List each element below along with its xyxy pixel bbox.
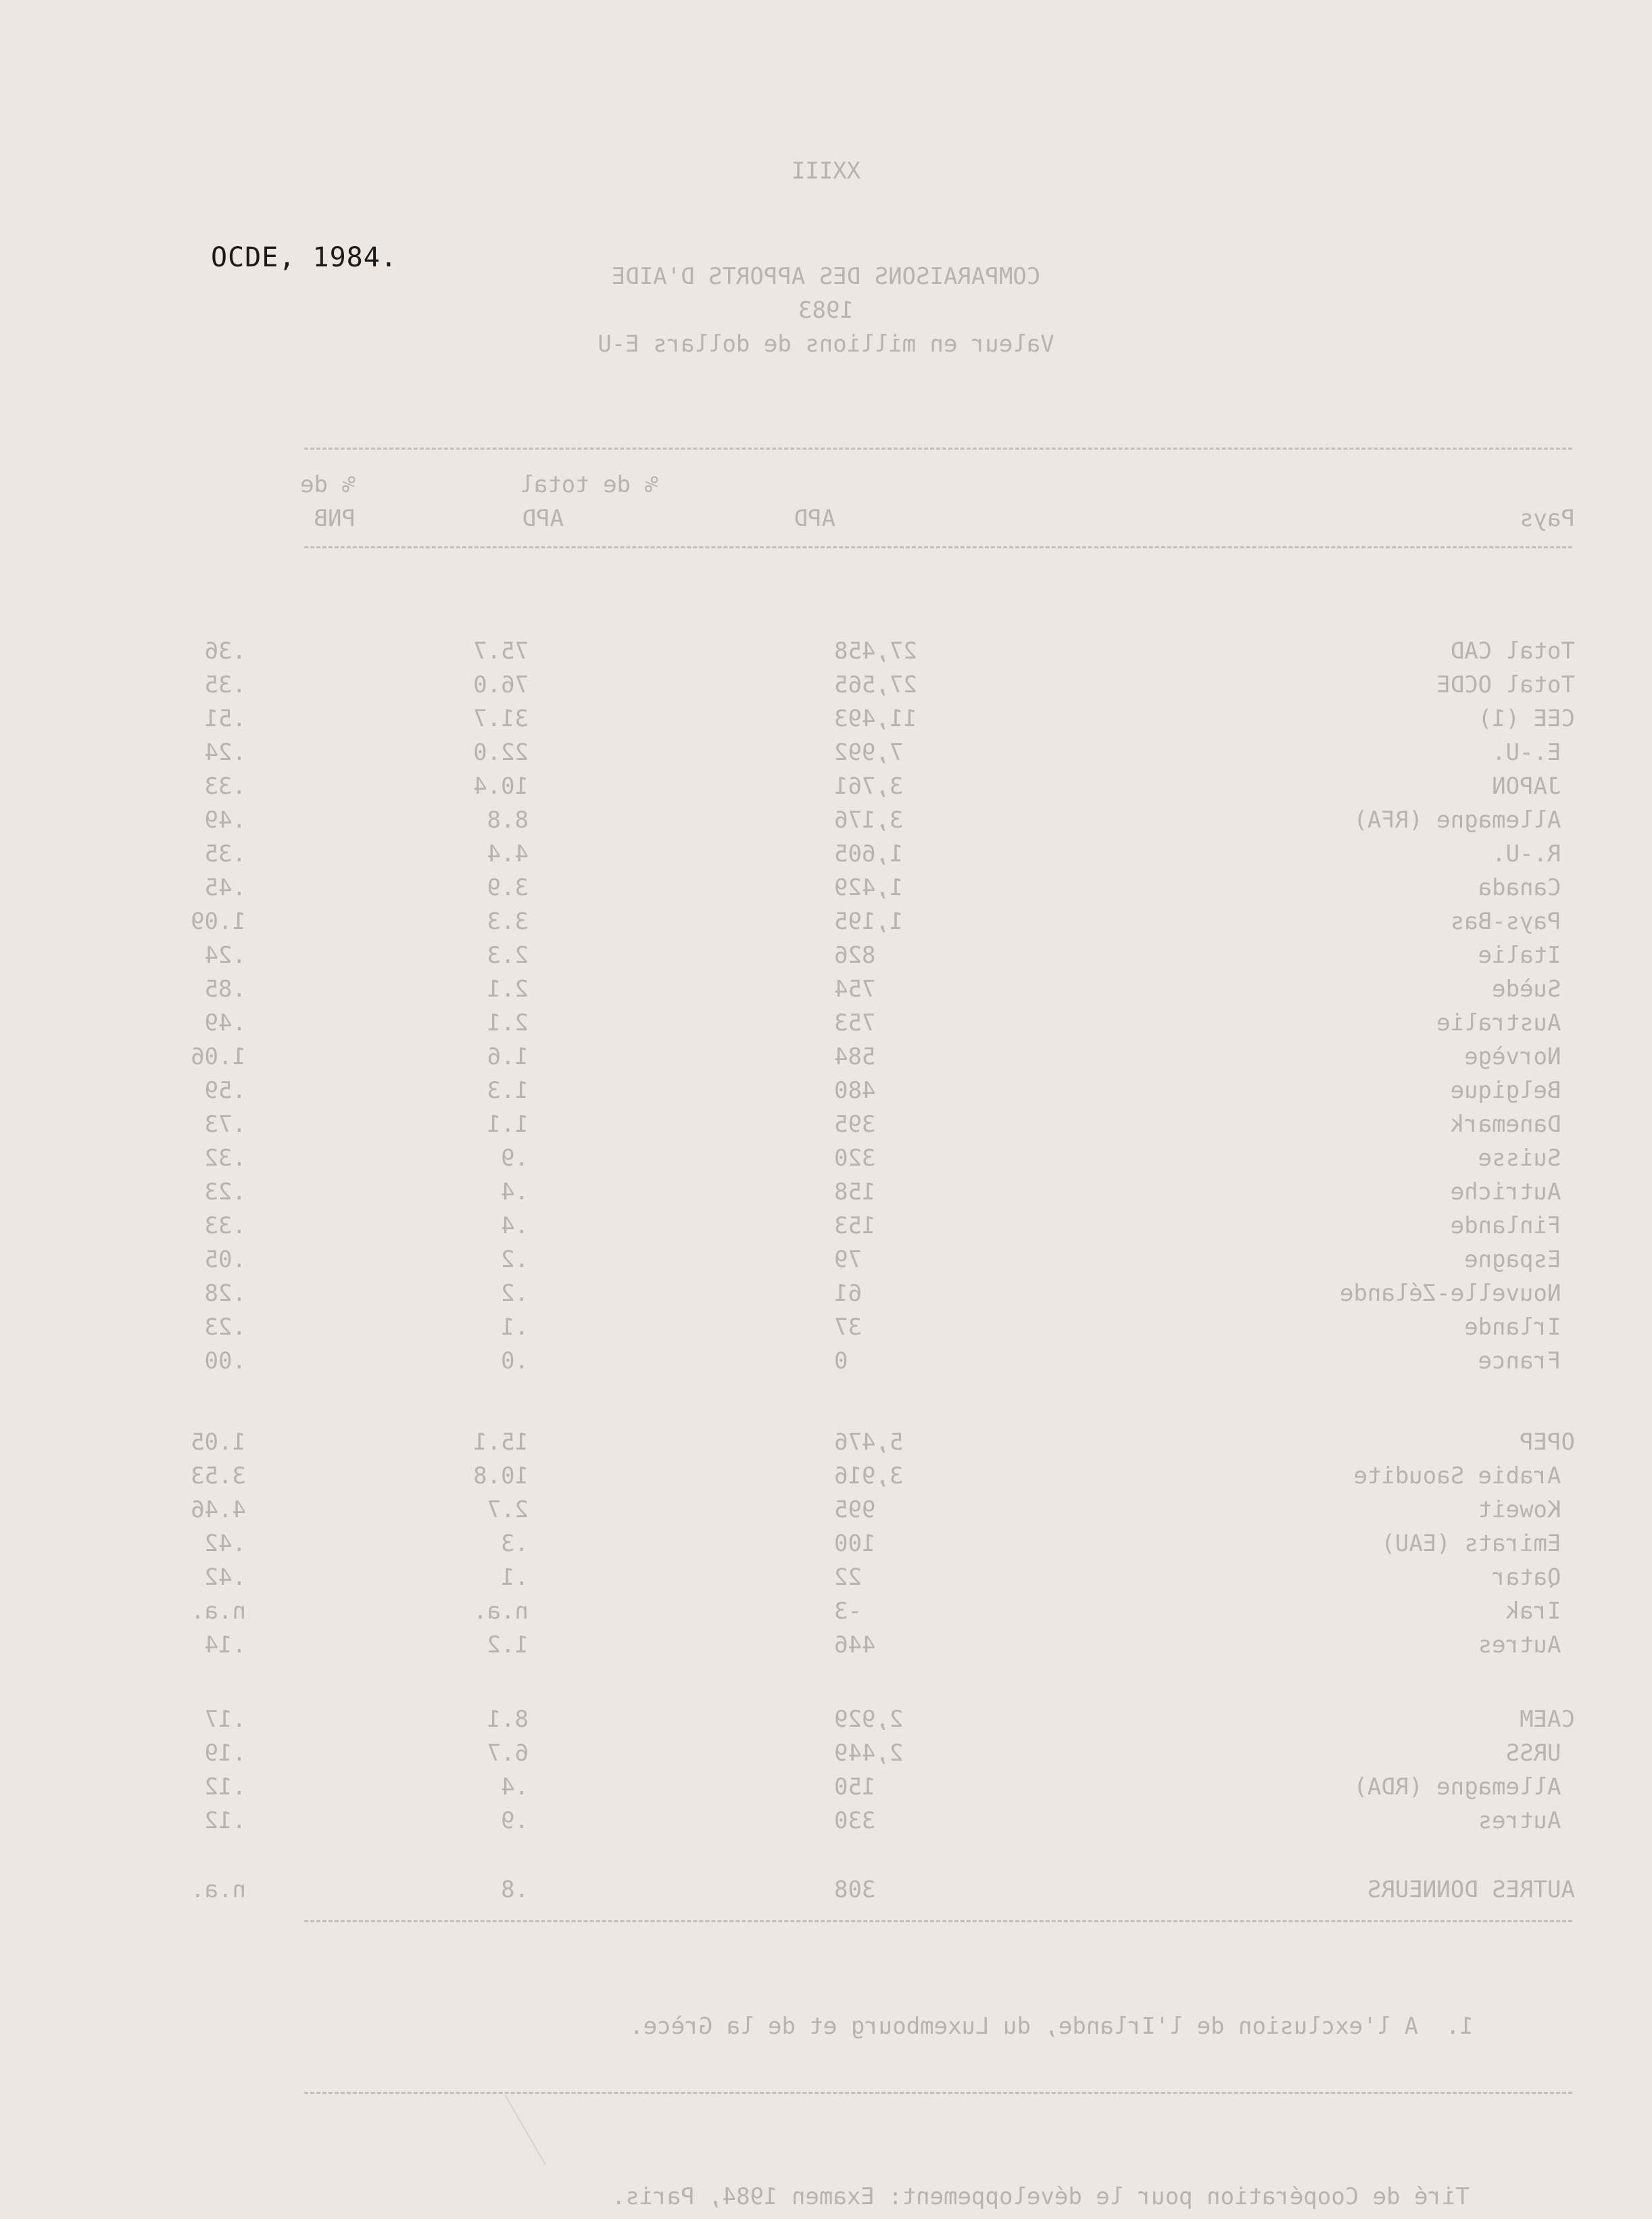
table-row bbox=[0, 910, 1652, 944]
row-pct-pnb: n.a. bbox=[191, 1876, 246, 1903]
row-pays: Belgique bbox=[1450, 1077, 1575, 1104]
row-pct-total: .4 bbox=[501, 1773, 529, 1800]
table-row bbox=[0, 1498, 1652, 1532]
row-apd: 1,605 bbox=[834, 840, 904, 867]
row-apd: 395 bbox=[834, 1111, 876, 1138]
row-pct-total: 8.8 bbox=[487, 807, 529, 834]
row-pct-pnb: n.a. bbox=[191, 1598, 246, 1625]
bleed-subtitle: Valeur en millions de dollars E-U bbox=[598, 331, 1054, 358]
row-apd: 2,449 bbox=[834, 1740, 904, 1767]
row-apd: -3 bbox=[834, 1598, 862, 1625]
row-apd: 308 bbox=[834, 1876, 876, 1903]
row-pct-pnb: .42 bbox=[204, 1564, 246, 1591]
row-pays: Allemagne (RFA) bbox=[1353, 807, 1575, 834]
row-pays: Autriche bbox=[1450, 1178, 1575, 1206]
row-pct-pnb: 1.09 bbox=[191, 908, 246, 935]
row-apd: 27,565 bbox=[834, 671, 917, 698]
row-apd: 61 bbox=[834, 1280, 862, 1307]
row-pct-pnb: .28 bbox=[204, 1280, 246, 1307]
row-apd: 79 bbox=[834, 1246, 862, 1273]
row-pct-total: 2.1 bbox=[487, 976, 529, 1003]
row-apd: 1,429 bbox=[834, 874, 904, 901]
row-apd: 330 bbox=[834, 1807, 876, 1834]
row-pct-total: 22.0 bbox=[473, 739, 529, 766]
row-pct-pnb: 1.06 bbox=[191, 1043, 246, 1070]
row-pct-total: 76.0 bbox=[473, 671, 529, 698]
row-pct-pnb: .49 bbox=[204, 807, 246, 834]
bleed-title: COMPARAISONS DES APPORTS D'AIDE bbox=[611, 263, 1041, 290]
row-pays: Suisse bbox=[1478, 1145, 1575, 1172]
row-pct-total: .4 bbox=[501, 1212, 529, 1239]
row-apd: 584 bbox=[834, 1043, 876, 1070]
row-apd: 826 bbox=[834, 942, 876, 969]
row-pct-total: 75.7 bbox=[473, 638, 529, 665]
row-pct-pnb: .00 bbox=[204, 1347, 246, 1375]
table-row bbox=[0, 1180, 1652, 1214]
table-row bbox=[0, 1011, 1652, 1045]
row-pct-total: 1.6 bbox=[487, 1043, 529, 1070]
row-pct-pnb: .35 bbox=[204, 840, 246, 867]
row-pct-total: 2.7 bbox=[487, 1496, 529, 1523]
row-apd: 158 bbox=[834, 1178, 876, 1206]
row-pct-pnb: .59 bbox=[204, 1077, 246, 1104]
row-pct-pnb: .19 bbox=[204, 1740, 246, 1767]
row-pct-total: 2.3 bbox=[487, 942, 529, 969]
row-pct-pnb: .85 bbox=[204, 976, 246, 1003]
row-pays: Emirats (EAU) bbox=[1381, 1530, 1575, 1557]
table-row bbox=[0, 1045, 1652, 1079]
row-pays: Espagne bbox=[1464, 1246, 1575, 1273]
row-apd: 3,761 bbox=[834, 773, 904, 800]
row-pays: France bbox=[1478, 1347, 1575, 1375]
row-pays: Australie bbox=[1436, 1009, 1575, 1036]
row-pct-total: .2 bbox=[501, 1246, 529, 1273]
row-pct-total: .9 bbox=[501, 1145, 529, 1172]
row-pays: Allemagne (RDA) bbox=[1353, 1773, 1575, 1800]
row-apd: 753 bbox=[834, 1009, 876, 1036]
table-row bbox=[0, 809, 1652, 842]
table-row bbox=[0, 1600, 1652, 1633]
row-pct-pnb: .51 bbox=[204, 705, 246, 732]
row-pays: OPEP bbox=[1520, 1429, 1575, 1456]
row-pays: Danemark bbox=[1450, 1111, 1575, 1138]
table-row bbox=[0, 1775, 1652, 1809]
row-pct-pnb: .49 bbox=[204, 1009, 246, 1036]
row-pct-total: 31.7 bbox=[473, 705, 529, 732]
row-pct-total: .1 bbox=[501, 1564, 529, 1591]
bleed-year: 1983 bbox=[798, 297, 854, 324]
row-pays: Arabie Saoudite bbox=[1353, 1462, 1575, 1489]
row-pays: Nouvelle-Zélande bbox=[1340, 1280, 1575, 1307]
row-pct-total: .3 bbox=[501, 1530, 529, 1557]
row-pct-total: 10.8 bbox=[473, 1462, 529, 1489]
row-apd: 5,476 bbox=[834, 1429, 904, 1456]
row-pct-pnb: .17 bbox=[204, 1706, 246, 1733]
row-apd: 100 bbox=[834, 1530, 876, 1557]
row-pays: Total CAD bbox=[1450, 638, 1575, 665]
row-pct-total: 1.2 bbox=[487, 1631, 529, 1659]
row-apd: 153 bbox=[834, 1212, 876, 1239]
row-pays: Pays-Bas bbox=[1450, 908, 1575, 935]
table-row bbox=[0, 1809, 1652, 1843]
table-row bbox=[0, 1742, 1652, 1775]
row-apd: 27,458 bbox=[834, 638, 917, 665]
table-row bbox=[0, 1079, 1652, 1113]
row-apd: 995 bbox=[834, 1496, 876, 1523]
row-apd: 150 bbox=[834, 1773, 876, 1800]
table-row bbox=[0, 775, 1652, 809]
table-row bbox=[0, 978, 1652, 1011]
row-pct-total: n.a. bbox=[473, 1598, 529, 1625]
row-pct-pnb: .05 bbox=[204, 1246, 246, 1273]
row-pct-total: 3.9 bbox=[487, 874, 529, 901]
row-apd: 754 bbox=[834, 976, 876, 1003]
table-row bbox=[0, 944, 1652, 978]
row-apd: 3,176 bbox=[834, 807, 904, 834]
bleed-rule-footer bbox=[304, 2092, 1572, 2094]
row-pct-total: .4 bbox=[501, 1178, 529, 1206]
row-pays: Finlande bbox=[1450, 1212, 1575, 1239]
row-pays: CEE (1) bbox=[1478, 705, 1575, 732]
row-pct-total: .1 bbox=[501, 1314, 529, 1341]
row-pays: Irlande bbox=[1464, 1314, 1575, 1341]
bleed-col-pnb-line2: PNB bbox=[314, 505, 356, 532]
row-pct-total: 15.1 bbox=[473, 1429, 529, 1456]
row-pays: Norvège bbox=[1464, 1043, 1575, 1070]
row-apd: 1,195 bbox=[834, 908, 904, 935]
row-apd: 2,929 bbox=[834, 1706, 904, 1733]
row-pays: JAPON bbox=[1492, 773, 1575, 800]
row-pct-pnb: .42 bbox=[204, 1530, 246, 1557]
row-pays: Italie bbox=[1478, 942, 1575, 969]
table-row bbox=[0, 1282, 1652, 1316]
row-apd: 320 bbox=[834, 1145, 876, 1172]
row-pct-pnb: .33 bbox=[204, 773, 246, 800]
row-pct-total: .2 bbox=[501, 1280, 529, 1307]
table-row bbox=[0, 876, 1652, 910]
row-pct-pnb: .32 bbox=[204, 1145, 246, 1172]
row-pct-pnb: .12 bbox=[204, 1773, 246, 1800]
row-pays: CAEM bbox=[1520, 1706, 1575, 1733]
page-label: OCDE, 1984. bbox=[211, 242, 397, 273]
bleed-col-pct-line1: % de total bbox=[520, 471, 658, 498]
table-row bbox=[0, 1113, 1652, 1147]
row-pct-total: 10.4 bbox=[473, 773, 529, 800]
row-pct-pnb: .73 bbox=[204, 1111, 246, 1138]
table-row bbox=[0, 1248, 1652, 1282]
row-pct-pnb: .35 bbox=[204, 671, 246, 698]
row-pct-total: .9 bbox=[501, 1807, 529, 1834]
row-pays: URSS bbox=[1505, 1740, 1575, 1767]
table-row bbox=[0, 640, 1652, 673]
row-pct-pnb: .36 bbox=[204, 638, 246, 665]
row-pays: Irak bbox=[1505, 1598, 1575, 1625]
row-pct-total: 3.3 bbox=[487, 908, 529, 935]
bleed-rule-bottom bbox=[304, 1920, 1572, 1922]
row-pct-total: 6.7 bbox=[487, 1740, 529, 1767]
row-apd: 11,493 bbox=[834, 705, 917, 732]
row-pct-pnb: .14 bbox=[204, 1631, 246, 1659]
row-pays: Canada bbox=[1478, 874, 1575, 901]
row-pct-total: 2.1 bbox=[487, 1009, 529, 1036]
bleed-col-pays: Pays bbox=[1520, 505, 1575, 532]
row-pct-pnb: .33 bbox=[204, 1212, 246, 1239]
row-apd: 22 bbox=[834, 1564, 862, 1591]
row-pct-total: 8.1 bbox=[487, 1706, 529, 1733]
row-pct-pnb: .45 bbox=[204, 874, 246, 901]
table-row bbox=[0, 1431, 1652, 1464]
bleed-col-pct-line2: APD bbox=[522, 505, 564, 532]
row-pays: Koweit bbox=[1478, 1496, 1575, 1523]
row-pays: Autres bbox=[1478, 1631, 1575, 1659]
table-row bbox=[0, 741, 1652, 775]
bleed-rule-top bbox=[304, 448, 1572, 450]
bleed-col-pnb-line1: % de bbox=[300, 471, 356, 498]
bleed-col-apd: APD bbox=[794, 505, 835, 532]
table-row bbox=[0, 1214, 1652, 1248]
table-row bbox=[0, 1633, 1652, 1667]
row-pays: Autres bbox=[1478, 1807, 1575, 1834]
row-pays: Qatar bbox=[1492, 1564, 1575, 1591]
row-pct-pnb: .23 bbox=[204, 1178, 246, 1206]
row-pct-pnb: 3.53 bbox=[191, 1462, 246, 1489]
table-row bbox=[0, 707, 1652, 741]
row-pays: Suède bbox=[1492, 976, 1575, 1003]
table-row bbox=[0, 673, 1652, 707]
table-row bbox=[0, 1878, 1652, 1912]
row-apd: 37 bbox=[834, 1314, 862, 1341]
row-apd: 3,916 bbox=[834, 1462, 904, 1489]
row-apd: 480 bbox=[834, 1077, 876, 1104]
row-pct-pnb: .12 bbox=[204, 1807, 246, 1834]
row-pct-pnb: 4.46 bbox=[191, 1496, 246, 1523]
row-pays: R.-U. bbox=[1492, 840, 1575, 867]
row-apd: 7,992 bbox=[834, 739, 904, 766]
row-pct-total: 1.1 bbox=[487, 1111, 529, 1138]
row-pct-pnb: .24 bbox=[204, 942, 246, 969]
row-apd: 446 bbox=[834, 1631, 876, 1659]
row-pct-total: .8 bbox=[501, 1876, 529, 1903]
row-pct-pnb: 1.05 bbox=[191, 1429, 246, 1456]
table-row bbox=[0, 842, 1652, 876]
table-row bbox=[0, 1464, 1652, 1498]
row-apd: 0 bbox=[834, 1347, 848, 1375]
row-pct-pnb: .23 bbox=[204, 1314, 246, 1341]
bleed-source: Tiré de Coopération pour le développement: Examen 1984, Paris. bbox=[611, 2183, 1469, 2210]
row-pct-pnb: .24 bbox=[204, 739, 246, 766]
bleed-footnote: 1. A l'exclusion de l'Irlande, du Luxembourg et de la Grèce. bbox=[629, 2013, 1474, 2040]
table-row bbox=[0, 1708, 1652, 1742]
row-pays: E.-U. bbox=[1492, 739, 1575, 766]
table-row bbox=[0, 1147, 1652, 1180]
bleed-page-number: XXIII bbox=[791, 158, 861, 185]
bleed-rule-header bbox=[304, 546, 1572, 548]
row-pct-total: 4.4 bbox=[487, 840, 529, 867]
table-row bbox=[0, 1566, 1652, 1600]
row-pays: Total OCDE bbox=[1436, 671, 1575, 698]
table-row bbox=[0, 1532, 1652, 1566]
row-pct-total: .0 bbox=[501, 1347, 529, 1375]
table-row bbox=[0, 1347, 1652, 1383]
row-pct-total: 1.3 bbox=[487, 1077, 529, 1104]
table-row bbox=[0, 1316, 1652, 1350]
row-pays: AUTRES DONNEURS bbox=[1367, 1876, 1575, 1903]
